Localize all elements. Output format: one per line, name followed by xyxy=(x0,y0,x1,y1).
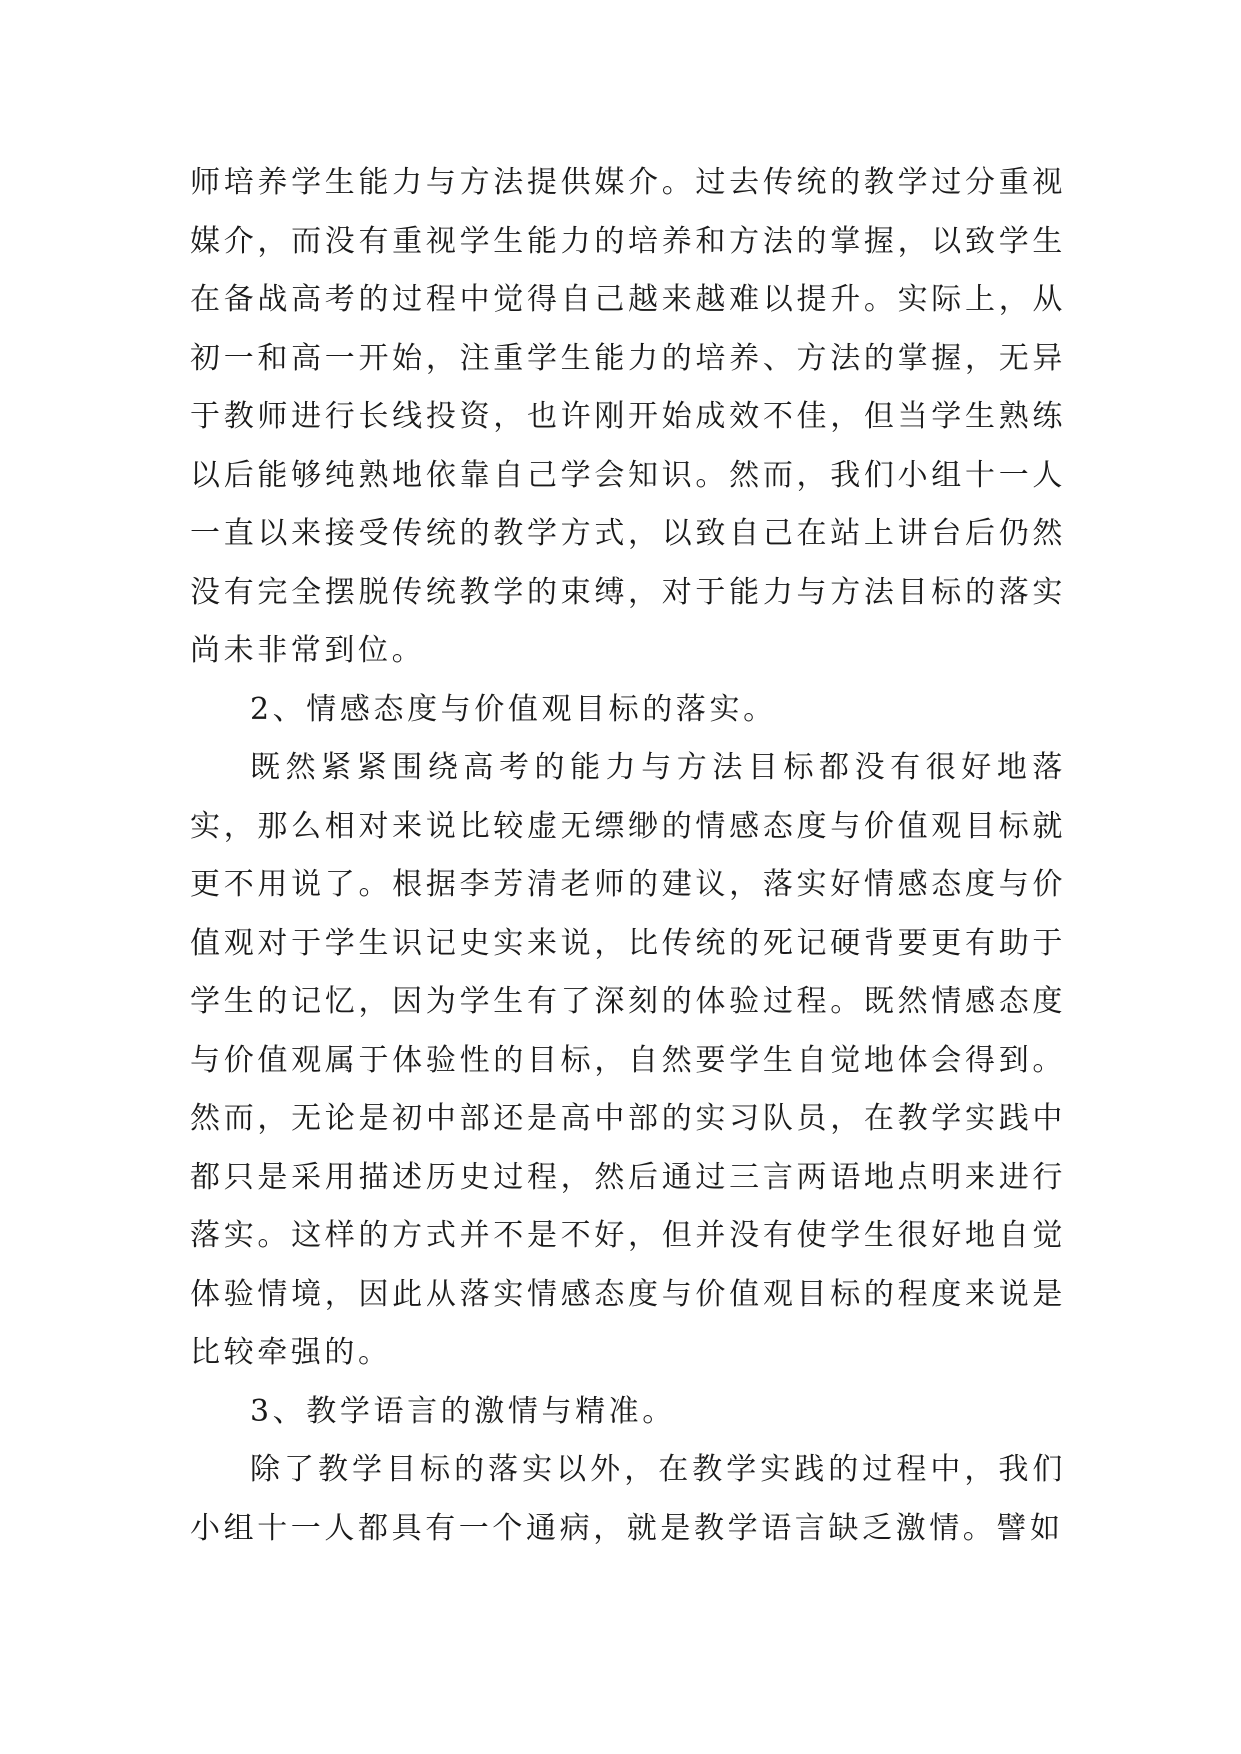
section-heading-3: 3、教学语言的激情与精准。 xyxy=(250,1393,676,1429)
section-heading-2: 2、情感态度与价值观目标的落实。 xyxy=(250,691,777,727)
document-body xyxy=(190,154,1066,1558)
paragraph-body-2: 既然紧紧围绕高考的能力与方法目标都没有很好地落实，那么相对来说比较虚无缥缈的情感态度与价值观目标就更不用说了。根据李芳清老师的建议，落实好情感态度与价值观对于学生识记史实来说，比传统的死记硬背要更有助于学生的记忆，因为学生有了深刻的体验过程。既然情感态度与价值观属于体验性的目标，自然要学生自觉地体会得到。然而，无论是初中部还是高中部的实习队员，在教学实践中都只是采用描述历史过程，然后通过三言两语地点明来进行落实。这样的方式并不是不好，但并没有使学生很好地自觉体验情境，因此从落实情感态度与价值观目标的程度来说是比较牵强的。 xyxy=(190,750,1066,1370)
paragraph-body-1: 师培养学生能力与方法提供媒介。过去传统的教学过分重视媒介，而没有重视学生能力的培养和方法的掌握，以致学生在备战高考的过程中觉得自己越来越难以提升。实际上，从初一和高一开始，注重学生能力的培养、方法的掌握，无异于教师进行长线投资，也许刚开始成效不佳，但当学生熟练以后能够纯熟地依靠自己学会知识。然而，我们小组十一人一直以来接受传统的教学方式，以致自己在站上讲台后仍然没有完全摆脱传统教学的束缚，对于能力与方法目标的落实尚未非常到位。 xyxy=(190,165,1066,668)
paragraph-body-3: 除了教学目标的落实以外，在教学实践的过程中，我们小组十一人都具有一个通病，就是教学语言缺乏激情。譬如 xyxy=(190,1452,1066,1546)
